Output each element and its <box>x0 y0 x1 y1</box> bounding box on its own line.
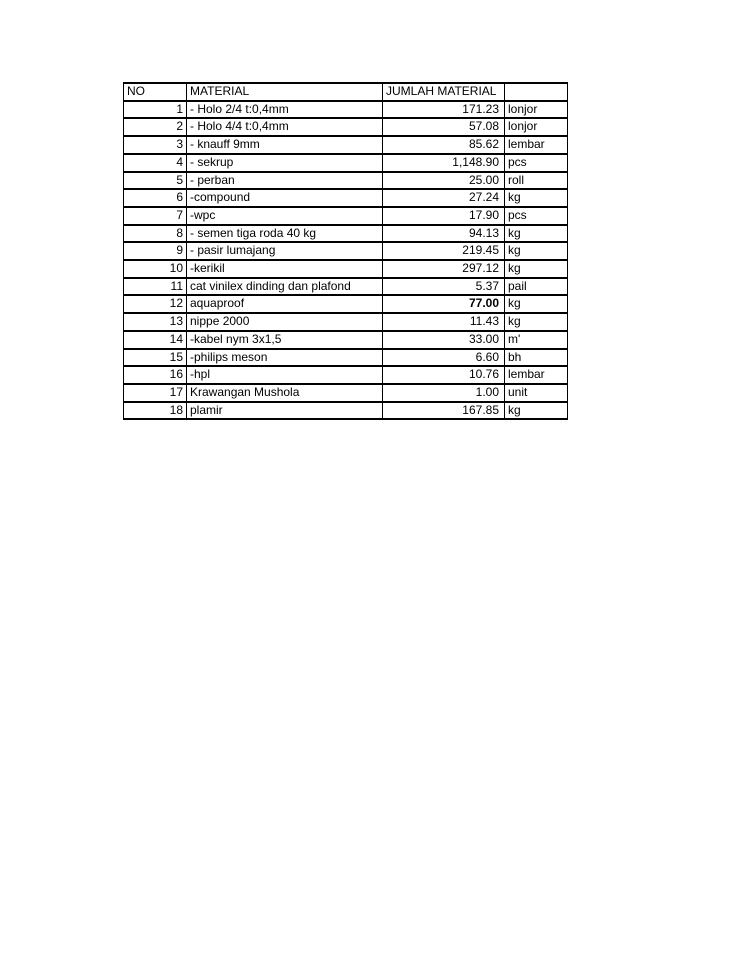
cell-no: 14 <box>124 331 187 349</box>
cell-qty: 17.90 <box>383 207 505 225</box>
cell-qty: 297.12 <box>383 260 505 278</box>
table-row <box>124 384 568 402</box>
cell-unit: lembar <box>505 136 568 154</box>
table-row <box>124 349 568 367</box>
table-row <box>124 295 568 313</box>
materials-table <box>123 82 568 420</box>
cell-no: 8 <box>124 225 187 243</box>
table-row <box>124 172 568 190</box>
cell-no: 9 <box>124 242 187 260</box>
cell-unit: bh <box>505 349 568 367</box>
table-row <box>124 136 568 154</box>
column-header-material: MATERIAL <box>187 83 383 101</box>
cell-material: Krawangan Mushola <box>187 384 383 402</box>
cell-no: 18 <box>124 402 187 420</box>
column-header-unit <box>505 83 568 101</box>
cell-qty: 1.00 <box>383 384 505 402</box>
table-row <box>124 101 568 119</box>
cell-qty: 219.45 <box>383 242 505 260</box>
cell-material: -hpl <box>187 366 383 384</box>
cell-unit: pcs <box>505 154 568 172</box>
cell-material: - knauff 9mm <box>187 136 383 154</box>
cell-qty: 94.13 <box>383 225 505 243</box>
cell-unit: lonjor <box>505 118 568 136</box>
cell-unit: roll <box>505 172 568 190</box>
cell-no: 3 <box>124 136 187 154</box>
cell-no: 16 <box>124 366 187 384</box>
cell-qty: 33.00 <box>383 331 505 349</box>
cell-unit: kg <box>505 242 568 260</box>
table-row <box>124 242 568 260</box>
cell-no: 4 <box>124 154 187 172</box>
cell-no: 12 <box>124 295 187 313</box>
column-header-jumlah-material: JUMLAH MATERIAL <box>383 83 505 101</box>
cell-material: cat vinilex dinding dan plafond <box>187 278 383 296</box>
cell-no: 2 <box>124 118 187 136</box>
cell-material: -compound <box>187 189 383 207</box>
cell-unit: pail <box>505 278 568 296</box>
cell-no: 6 <box>124 189 187 207</box>
cell-qty: 171.23 <box>383 101 505 119</box>
table-row <box>124 366 568 384</box>
cell-unit: lembar <box>505 366 568 384</box>
cell-unit: pcs <box>505 207 568 225</box>
cell-qty: 5.37 <box>383 278 505 296</box>
cell-unit: kg <box>505 189 568 207</box>
cell-no: 15 <box>124 349 187 367</box>
cell-qty: 167.85 <box>383 402 505 420</box>
cell-material: - Holo 4/4 t:0,4mm <box>187 118 383 136</box>
table-row <box>124 118 568 136</box>
cell-material: - sekrup <box>187 154 383 172</box>
table-row <box>124 207 568 225</box>
cell-no: 10 <box>124 260 187 278</box>
cell-unit: kg <box>505 295 568 313</box>
cell-unit: kg <box>505 313 568 331</box>
cell-material: -wpc <box>187 207 383 225</box>
table-row <box>124 154 568 172</box>
cell-no: 17 <box>124 384 187 402</box>
cell-material: - semen tiga roda 40 kg <box>187 225 383 243</box>
cell-material: -kabel nym 3x1,5 <box>187 331 383 349</box>
cell-unit: unit <box>505 384 568 402</box>
cell-no: 13 <box>124 313 187 331</box>
cell-material: - perban <box>187 172 383 190</box>
cell-qty: 11.43 <box>383 313 505 331</box>
cell-qty: 6.60 <box>383 349 505 367</box>
header-row <box>124 83 568 101</box>
cell-material: - pasir lumajang <box>187 242 383 260</box>
cell-material: plamir <box>187 402 383 420</box>
column-header-no: NO <box>124 83 187 101</box>
cell-unit: kg <box>505 225 568 243</box>
table-row <box>124 189 568 207</box>
cell-unit: lonjor <box>505 101 568 119</box>
cell-no: 7 <box>124 207 187 225</box>
cell-material: -kerikil <box>187 260 383 278</box>
cell-qty: 1,148.90 <box>383 154 505 172</box>
cell-qty: 25.00 <box>383 172 505 190</box>
cell-material: aquaproof <box>187 295 383 313</box>
cell-no: 1 <box>124 101 187 119</box>
table-row <box>124 225 568 243</box>
cell-material: -philips meson <box>187 349 383 367</box>
table-row <box>124 260 568 278</box>
cell-unit: m' <box>505 331 568 349</box>
table-row <box>124 278 568 296</box>
cell-qty: 10.76 <box>383 366 505 384</box>
cell-material: nippe 2000 <box>187 313 383 331</box>
cell-unit: kg <box>505 402 568 420</box>
table-row <box>124 331 568 349</box>
cell-material: - Holo 2/4 t:0,4mm <box>187 101 383 119</box>
cell-qty: 27.24 <box>383 189 505 207</box>
table-body <box>124 101 568 420</box>
cell-no: 5 <box>124 172 187 190</box>
cell-no: 11 <box>124 278 187 296</box>
cell-qty: 77.00 <box>383 295 505 313</box>
table-row <box>124 402 568 420</box>
cell-qty: 85.62 <box>383 136 505 154</box>
cell-qty: 57.08 <box>383 118 505 136</box>
cell-unit: kg <box>505 260 568 278</box>
table-row <box>124 313 568 331</box>
